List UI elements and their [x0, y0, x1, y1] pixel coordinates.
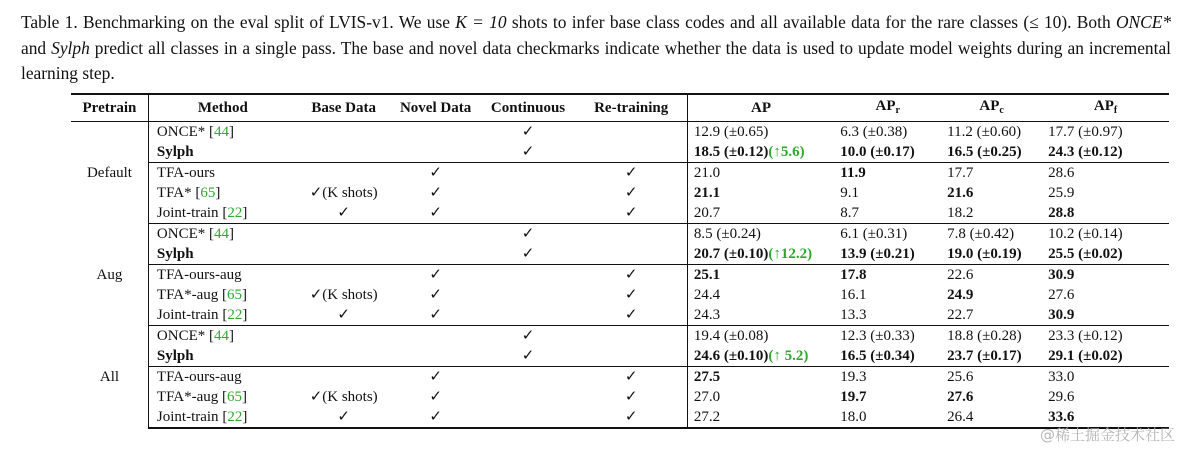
novel-data-cell [391, 122, 481, 143]
method-cell: Joint-train [22] [148, 305, 296, 326]
apr-cell: 16.5 (±0.34) [840, 348, 915, 364]
caption-k-equation: K = 10 [455, 12, 507, 32]
citation-link: 65 [227, 287, 243, 303]
citation-link: 65 [200, 185, 216, 201]
apf-cell: 33.6 [1042, 407, 1169, 428]
retraining-cell [575, 244, 687, 265]
ap-value: 25.1 [693, 267, 721, 283]
apc-cell: 24.9 [947, 287, 974, 303]
ap-cell [687, 305, 834, 326]
method-cell: ONCE* [44] [156, 124, 234, 140]
method-cell [148, 367, 296, 388]
caption-part1: Table 1. Benchmarking on the eval split of LVIS-v1. We use [21, 12, 456, 32]
table-row [71, 265, 1169, 286]
pretrain-cell: Default [71, 122, 148, 224]
apf-cell: 27.6 [1048, 287, 1075, 303]
method-name: Joint-train [156, 205, 219, 221]
ap-gain: (↑12.2) [768, 246, 813, 262]
method-name: ONCE* [156, 124, 206, 140]
header-method: Method [148, 94, 296, 122]
ap-gain: (↑5.6) [768, 144, 805, 160]
method-name: Sylph [156, 348, 194, 364]
novel-data-cell: ✓ [429, 185, 442, 201]
table-row [71, 326, 1169, 347]
continuous-cell [481, 387, 576, 407]
method-cell: TFA* [65] [156, 185, 221, 201]
retraining-cell [575, 142, 687, 163]
ap-value: 19.4 (±0.08) [693, 328, 769, 344]
ap-value: 12.9 (±0.65) [693, 124, 769, 140]
method-cell: TFA*-aug [65] [156, 287, 248, 303]
novel-data-cell [391, 142, 481, 163]
ap-value: 20.7 (±0.10) [693, 246, 769, 262]
apf-cell: 30.9 [1042, 305, 1169, 326]
continuous-cell: ✓ [521, 226, 535, 242]
header-apf [1042, 94, 1169, 122]
retraining-cell: ✓ [575, 163, 687, 184]
novel-data-cell: ✓ [391, 407, 481, 428]
method-name: ONCE* [156, 226, 206, 242]
continuous-cell: ✓ [521, 144, 535, 160]
apr-cell: 19.3 [834, 367, 941, 388]
ap-cell [687, 122, 834, 143]
apr-cell: 6.1 (±0.31) [840, 226, 908, 242]
continuous-cell [481, 183, 576, 203]
header-apf-prefix: AP [1093, 97, 1114, 114]
table-body [71, 122, 1169, 429]
novel-data-cell: ✓ [391, 305, 481, 326]
base-data-cell [297, 142, 391, 163]
method-name: TFA-ours-aug [156, 369, 242, 385]
ap-value: 27.2 [693, 409, 721, 425]
method-name: TFA-ours [156, 165, 215, 181]
ap-value: 21.1 [693, 185, 721, 201]
table-row [71, 203, 1169, 224]
ap-value: 27.0 [693, 389, 721, 405]
retraining-cell [575, 224, 687, 245]
retraining-cell: ✓ [575, 265, 687, 286]
method-cell: ONCE* [44] [156, 328, 234, 344]
method-name: TFA-ours-aug [156, 267, 242, 283]
header-ap: AP [687, 94, 834, 122]
ap-cell [687, 203, 834, 224]
method-name: TFA*-aug [156, 389, 219, 405]
retraining-cell: ✓ [575, 387, 687, 407]
caption-once: ONCE* [1115, 12, 1172, 32]
base-data-cell [297, 163, 391, 184]
citation-link: 22 [227, 409, 243, 425]
caption-sylph: Sylph [51, 37, 90, 58]
apf-cell: 28.6 [1042, 163, 1169, 184]
table-row [71, 122, 1169, 143]
apc-cell: 18.8 (±0.28) [947, 328, 1022, 344]
table-row [71, 224, 1169, 245]
apc-cell: 25.6 [941, 367, 1042, 388]
table-caption [21, 10, 1171, 87]
novel-data-cell: ✓ [429, 389, 442, 405]
continuous-cell [481, 305, 576, 326]
continuous-cell [481, 407, 576, 428]
header-apr-sub: r [895, 104, 900, 116]
apr-cell: 19.7 [840, 389, 867, 405]
header-retraining: Re-training [575, 94, 687, 122]
novel-data-cell [391, 346, 481, 367]
citation-link: 22 [227, 307, 243, 323]
ap-value: 24.4 [693, 287, 721, 303]
table-row [71, 244, 1169, 265]
apf-cell: 30.9 [1042, 265, 1169, 286]
apr-cell: 11.9 [834, 163, 941, 184]
continuous-cell [481, 367, 576, 388]
citation-link: 44 [214, 226, 229, 242]
retraining-cell: ✓ [575, 305, 687, 326]
ap-value: 21.0 [693, 165, 721, 181]
apf-cell: 29.6 [1048, 389, 1075, 405]
ap-cell [687, 326, 834, 347]
method-cell: ONCE* [44] [156, 226, 234, 242]
table-row [71, 346, 1169, 367]
method-cell: Joint-train [22] [148, 407, 296, 428]
ap-cell [687, 387, 834, 407]
header-novel-data: Novel Data [391, 94, 481, 122]
apc-cell: 7.8 (±0.42) [947, 226, 1015, 242]
table-row [71, 407, 1169, 428]
apf-cell: 10.2 (±0.14) [1048, 226, 1123, 242]
base-data-cell: ✓(K shots) [309, 389, 378, 405]
table-row [71, 387, 1169, 407]
method-cell [148, 244, 296, 265]
base-data-cell [297, 346, 391, 367]
novel-data-cell: ✓ [429, 287, 442, 303]
base-data-cell [297, 122, 391, 143]
method-cell [148, 346, 296, 367]
apc-cell: 27.6 [947, 389, 974, 405]
header-apr [834, 94, 941, 122]
apr-cell: 8.7 [834, 203, 941, 224]
header-base-data: Base Data [297, 94, 391, 122]
base-data-cell: ✓ [297, 203, 391, 224]
method-name: Sylph [156, 246, 194, 262]
table-row [71, 163, 1169, 184]
apr-cell: 17.8 [834, 265, 941, 286]
header-apc-sub: c [999, 104, 1004, 116]
ap-cell [687, 244, 834, 265]
ap-cell [687, 224, 834, 245]
header-apf-sub: f [1113, 104, 1118, 116]
method-name: ONCE* [156, 328, 206, 344]
ap-cell [687, 346, 834, 367]
retraining-cell: ✓ [575, 183, 687, 203]
continuous-cell: ✓ [521, 246, 535, 262]
table-row [71, 367, 1169, 388]
continuous-cell: ✓ [521, 328, 535, 344]
apc-cell: 16.5 (±0.25) [947, 144, 1022, 160]
caption-part2: shots to infer base class codes and all available data for the rare classes (≤ 10). Both [506, 12, 1116, 32]
apc-cell: 26.4 [941, 407, 1042, 428]
method-cell [148, 163, 296, 184]
apc-cell: 23.7 (±0.17) [947, 348, 1022, 364]
apc-cell: 21.6 [947, 185, 974, 201]
ap-gain: (↑ 5.2) [768, 348, 809, 364]
method-cell [148, 142, 296, 163]
base-data-cell: ✓ [297, 305, 391, 326]
header-pretrain: Pretrain [71, 94, 148, 122]
base-data-cell [297, 326, 391, 347]
continuous-cell [481, 265, 576, 286]
method-name: Joint-train [156, 307, 219, 323]
ap-value: 24.6 (±0.10) [693, 348, 769, 364]
apc-cell: 22.6 [941, 265, 1042, 286]
novel-data-cell: ✓ [391, 203, 481, 224]
ap-cell [687, 367, 834, 388]
apr-cell: 13.3 [834, 305, 941, 326]
header-row [71, 94, 1169, 122]
apf-cell: 24.3 (±0.12) [1048, 144, 1123, 160]
continuous-cell [481, 285, 576, 305]
apf-cell: 33.0 [1042, 367, 1169, 388]
ap-value: 24.3 [693, 307, 721, 323]
base-data-cell [297, 244, 391, 265]
retraining-cell: ✓ [575, 285, 687, 305]
base-data-cell [297, 265, 391, 286]
retraining-cell [575, 346, 687, 367]
method-name: Joint-train [156, 409, 219, 425]
method-cell: TFA*-aug [65] [156, 389, 248, 405]
apf-cell: 23.3 (±0.12) [1048, 328, 1123, 344]
apr-cell: 12.3 (±0.33) [840, 328, 915, 344]
retraining-cell: ✓ [575, 407, 687, 428]
novel-data-cell: ✓ [391, 367, 481, 388]
table-row [71, 142, 1169, 163]
apr-cell: 9.1 [840, 185, 860, 201]
table-row [71, 285, 1169, 305]
continuous-cell [481, 163, 576, 184]
citation-link: 65 [227, 389, 243, 405]
base-data-cell [297, 367, 391, 388]
novel-data-cell [391, 326, 481, 347]
apf-cell: 17.7 (±0.97) [1048, 124, 1123, 140]
header-apc-prefix: AP [979, 97, 1000, 114]
retraining-cell: ✓ [575, 367, 687, 388]
novel-data-cell [391, 224, 481, 245]
apf-cell: 25.9 [1048, 185, 1075, 201]
watermark: @稀土掘金技术社区 [1039, 426, 1175, 444]
retraining-cell: ✓ [575, 203, 687, 224]
method-name: Sylph [156, 144, 194, 160]
apc-cell: 19.0 (±0.19) [947, 246, 1022, 262]
pretrain-cell: All [71, 326, 148, 429]
base-data-cell: ✓ [297, 407, 391, 428]
apr-cell: 18.0 [834, 407, 941, 428]
table-row [71, 305, 1169, 326]
ap-value: 8.5 (±0.24) [693, 226, 761, 242]
pretrain-cell: Aug [71, 224, 148, 326]
ap-cell [687, 265, 834, 286]
base-data-cell: ✓(K shots) [309, 185, 378, 201]
header-apr-prefix: AP [875, 97, 896, 114]
citation-link: 44 [214, 328, 229, 344]
base-data-cell [297, 224, 391, 245]
caption-part3: predict all classes in a single pass. The base and novel data checkmarks indicate whether the data is used to update model weights during an incremental learning step. [21, 37, 1171, 83]
method-name: TFA* [156, 185, 192, 201]
apr-cell: 16.1 [840, 287, 867, 303]
citation-link: 22 [227, 205, 243, 221]
ap-value: 27.5 [693, 369, 721, 385]
retraining-cell [575, 326, 687, 347]
continuous-cell: ✓ [521, 348, 535, 364]
apf-cell: 25.5 (±0.02) [1048, 246, 1123, 262]
apf-cell: 28.8 [1042, 203, 1169, 224]
header-continuous: Continuous [481, 94, 576, 122]
citation-link: 44 [214, 124, 229, 140]
apr-cell: 10.0 (±0.17) [840, 144, 915, 160]
ap-cell [687, 285, 834, 305]
benchmark-table [71, 93, 1169, 429]
continuous-cell: ✓ [521, 124, 535, 140]
apc-cell: 11.2 (±0.60) [947, 124, 1022, 140]
ap-cell [687, 142, 834, 163]
retraining-cell [575, 122, 687, 143]
continuous-cell [481, 203, 576, 224]
novel-data-cell: ✓ [391, 265, 481, 286]
table-row [71, 183, 1169, 203]
benchmark-table-wrap [71, 93, 1169, 429]
ap-value: 20.7 [693, 205, 721, 221]
novel-data-cell: ✓ [391, 163, 481, 184]
method-name: TFA*-aug [156, 287, 219, 303]
base-data-cell: ✓(K shots) [309, 287, 378, 303]
method-cell: Joint-train [22] [148, 203, 296, 224]
ap-cell [687, 183, 834, 203]
apr-cell: 6.3 (±0.38) [840, 124, 908, 140]
apc-cell: 22.7 [941, 305, 1042, 326]
apf-cell: 29.1 (±0.02) [1048, 348, 1123, 364]
ap-cell [687, 407, 834, 428]
method-cell [148, 265, 296, 286]
apr-cell: 13.9 (±0.21) [840, 246, 915, 262]
apc-cell: 18.2 [941, 203, 1042, 224]
header-apc [941, 94, 1042, 122]
caption-and: and [21, 37, 52, 58]
apc-cell: 17.7 [941, 163, 1042, 184]
ap-cell [687, 163, 834, 184]
novel-data-cell [391, 244, 481, 265]
ap-value: 18.5 (±0.12) [693, 144, 769, 160]
